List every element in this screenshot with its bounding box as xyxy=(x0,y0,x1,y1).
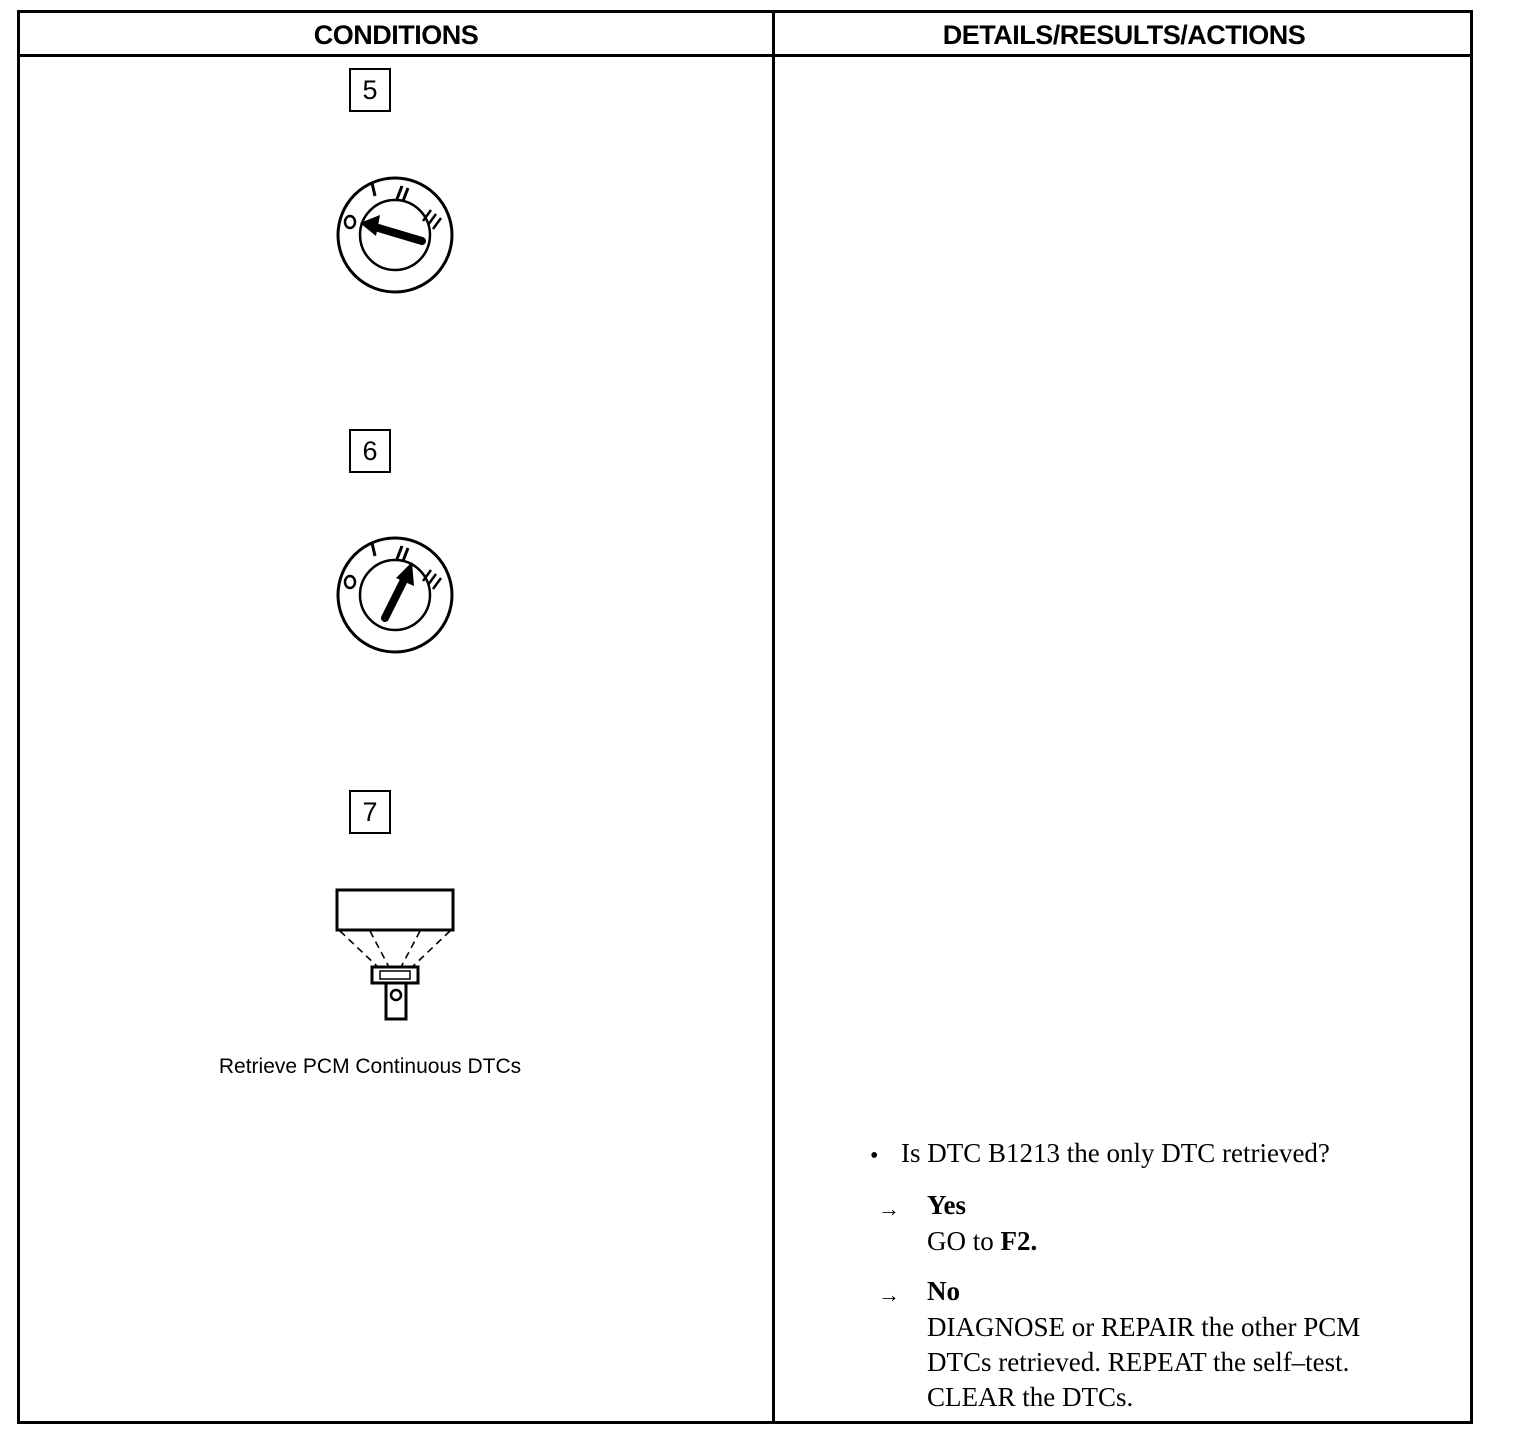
yes-arrow-icon: → xyxy=(878,1196,900,1221)
step-number-5: 5 xyxy=(349,68,391,112)
step-number-6: 6 xyxy=(349,429,391,473)
step-caption: Retrieve PCM Continuous DTCs xyxy=(218,1055,522,1078)
bullet-icon: • xyxy=(870,1143,879,1169)
no-action-line-3: CLEAR the DTCs. xyxy=(927,1382,1134,1412)
question-text: Is DTC B1213 the only DTC retrieved? xyxy=(901,1138,1330,1168)
ignition-switch-off-icon xyxy=(330,170,460,300)
conditions-header: CONDITIONS xyxy=(313,20,479,50)
no-action-line-1: DIAGNOSE or REPAIR the other PCM xyxy=(927,1312,1361,1342)
ignition-switch-run-icon xyxy=(330,530,460,660)
scan-tool-connector-icon xyxy=(330,885,460,1025)
diagnostic-table xyxy=(17,10,1473,1424)
column-divider xyxy=(772,13,775,1421)
table-header-row xyxy=(20,13,1470,57)
details-header: DETAILS/RESULTS/ACTIONS xyxy=(942,20,1306,50)
no-arrow-icon: → xyxy=(878,1282,900,1307)
yes-label: Yes xyxy=(927,1190,966,1220)
yes-action xyxy=(927,1226,1037,1257)
yes-action-prefix: GO to xyxy=(927,1226,1001,1256)
step-number-7: 7 xyxy=(349,790,391,834)
no-label: No xyxy=(927,1276,960,1306)
yes-action-target: F2. xyxy=(1000,1226,1038,1256)
no-action-line-2: DTCs retrieved. REPEAT the self–test. xyxy=(927,1347,1350,1377)
